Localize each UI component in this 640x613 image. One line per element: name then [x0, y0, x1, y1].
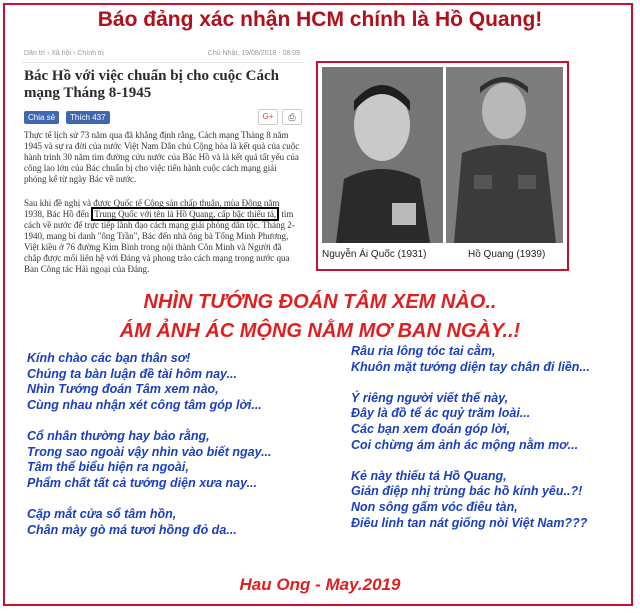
poem-line: Gián điệp nhị trùng bác hồ kính yêu..?! [351, 484, 583, 499]
subheading-1: NHÌN TƯỚNG ĐOÁN TÂM XEM NÀO.. [143, 291, 497, 313]
poem-line: Coi chừng ám ảnh ác mộng nằm mơ... [351, 437, 579, 452]
like-button[interactable]: Thích 437 [66, 111, 110, 124]
poem-line [27, 413, 272, 429]
caption-left: Nguyễn Ái Quốc (1931) [322, 249, 427, 260]
poem-line: Cùng nhau nhận xét công tâm góp lời... [27, 397, 262, 412]
poem-line: Nhìn Tướng đoán Tâm xem nào, [27, 382, 219, 397]
article-paragraph-2: Sau khi đề nghị và được Quốc tế Cộng sản chấp thuận, mùa Đông năm 1938, Bác Hồ đến Trung Quốc với tên là Hồ Quang, cấp bậc thiếu tá, tìm cách về nước để trực tiếp lãnh đạo cách mạng giải phóng dân tộc. Tháng 2-1940, mang bí danh "ông Trần", Bác đến nhà ông bà Tống Minh Phương, Việt kiều ở 76 đường Kim Bình trong nội thành Côn Minh và Người đã chắp được mối liên hệ với Đảng và phong trào cách mạng trong nước qua Ban Công tác Hải ngoại của Đảng. [24, 198, 295, 274]
poem-line: Kẻ này thiếu tá Hồ Quang, [351, 468, 507, 483]
poem-line: Khuôn mặt tướng diện tay chân đi liền... [351, 359, 590, 374]
share-button[interactable]: Chia sẻ [24, 111, 59, 124]
divider [22, 62, 304, 63]
poem-line: Ý riêng người viết thế này, [351, 390, 509, 405]
author-signature: Hau Ong - May.2019 [239, 575, 401, 594]
poem-line [351, 375, 590, 391]
portrait-photo-left [322, 67, 443, 243]
print-icon[interactable]: ⎙ [282, 109, 302, 125]
article-paragraph-1: Thực tế lịch sử 73 năm qua đã khẳng định rằng, Cách mạng Tháng 8 năm 1945 và sự ra đời của nước Việt Nam Dân chủ Cộng hòa là kết quả của cuộc hành trình 30 năm tìm đường cứu nước của Bác Hồ và là kết quả tất yếu của công lao lớn của Bác chuẩn bị cho việc tiến hành cuộc cách mạng giải phóng kể từ ngày Bác về nước. [24, 130, 300, 184]
poem-line [351, 453, 590, 469]
poem-line: Các bạn xem đoán góp lời, [351, 421, 511, 436]
poem-line: Chúng ta bàn luận đề tài hôm nay... [27, 366, 237, 381]
poem-line: Tâm thể biểu hiện ra ngoài, [27, 460, 189, 475]
breadcrumb: Dân trí › Xã hội › Chính trị [24, 50, 104, 57]
google-plus-button[interactable]: G+ [258, 109, 278, 125]
caption-right: Hồ Quang (1939) [468, 249, 546, 260]
poem-line: Non sông gấm vóc điêu tàn, [351, 499, 518, 514]
poem-line: Trong sao ngoài vậy nhìn vào biết ngay... [27, 444, 272, 459]
poem-line [27, 491, 272, 507]
poem-line: Chân mày gò má tươi hồng đỏ da... [27, 522, 237, 537]
photo-comparison-box [316, 61, 569, 271]
poem-line: Đây là đồ tể ác quỷ trăm loài... [351, 406, 531, 421]
subheading-2: ÁM ẢNH ÁC MỘNG NẰM MƠ BAN NGÀY..! [119, 320, 521, 342]
poem-line: Phẩm chất tất cả tướng diện xưa nay... [27, 475, 257, 490]
poem-line: Kính chào các bạn thân sơ! [27, 351, 191, 365]
poem-line: Cổ nhân thường hay bảo rằng, [27, 428, 210, 443]
page-title: Báo đảng xác nhận HCM chính là Hồ Quang! [97, 8, 543, 31]
news-article-clipping [22, 48, 304, 286]
article-date: Chủ Nhật, 19/08/2018 - 08:09 [207, 50, 300, 57]
poem-right-column [351, 344, 590, 531]
article-headline: Bác Hồ với việc chuẩn bị cho cuộc Cách mạng Tháng 8-1945 [24, 68, 279, 101]
poem-left-column [27, 351, 272, 538]
poem-line: Điêu linh tan nát giống nòi Việt Nam??? [351, 515, 588, 530]
highlighted-text: Trung Quốc với tên là Hồ Quang, cấp bậc thiếu tá, [91, 207, 279, 221]
portrait-photo-right [446, 67, 563, 243]
poem-line: Râu ria lông tóc tai cằm, [351, 344, 496, 358]
poem-line: Cặp mắt cửa sổ tâm hồn, [27, 506, 177, 521]
